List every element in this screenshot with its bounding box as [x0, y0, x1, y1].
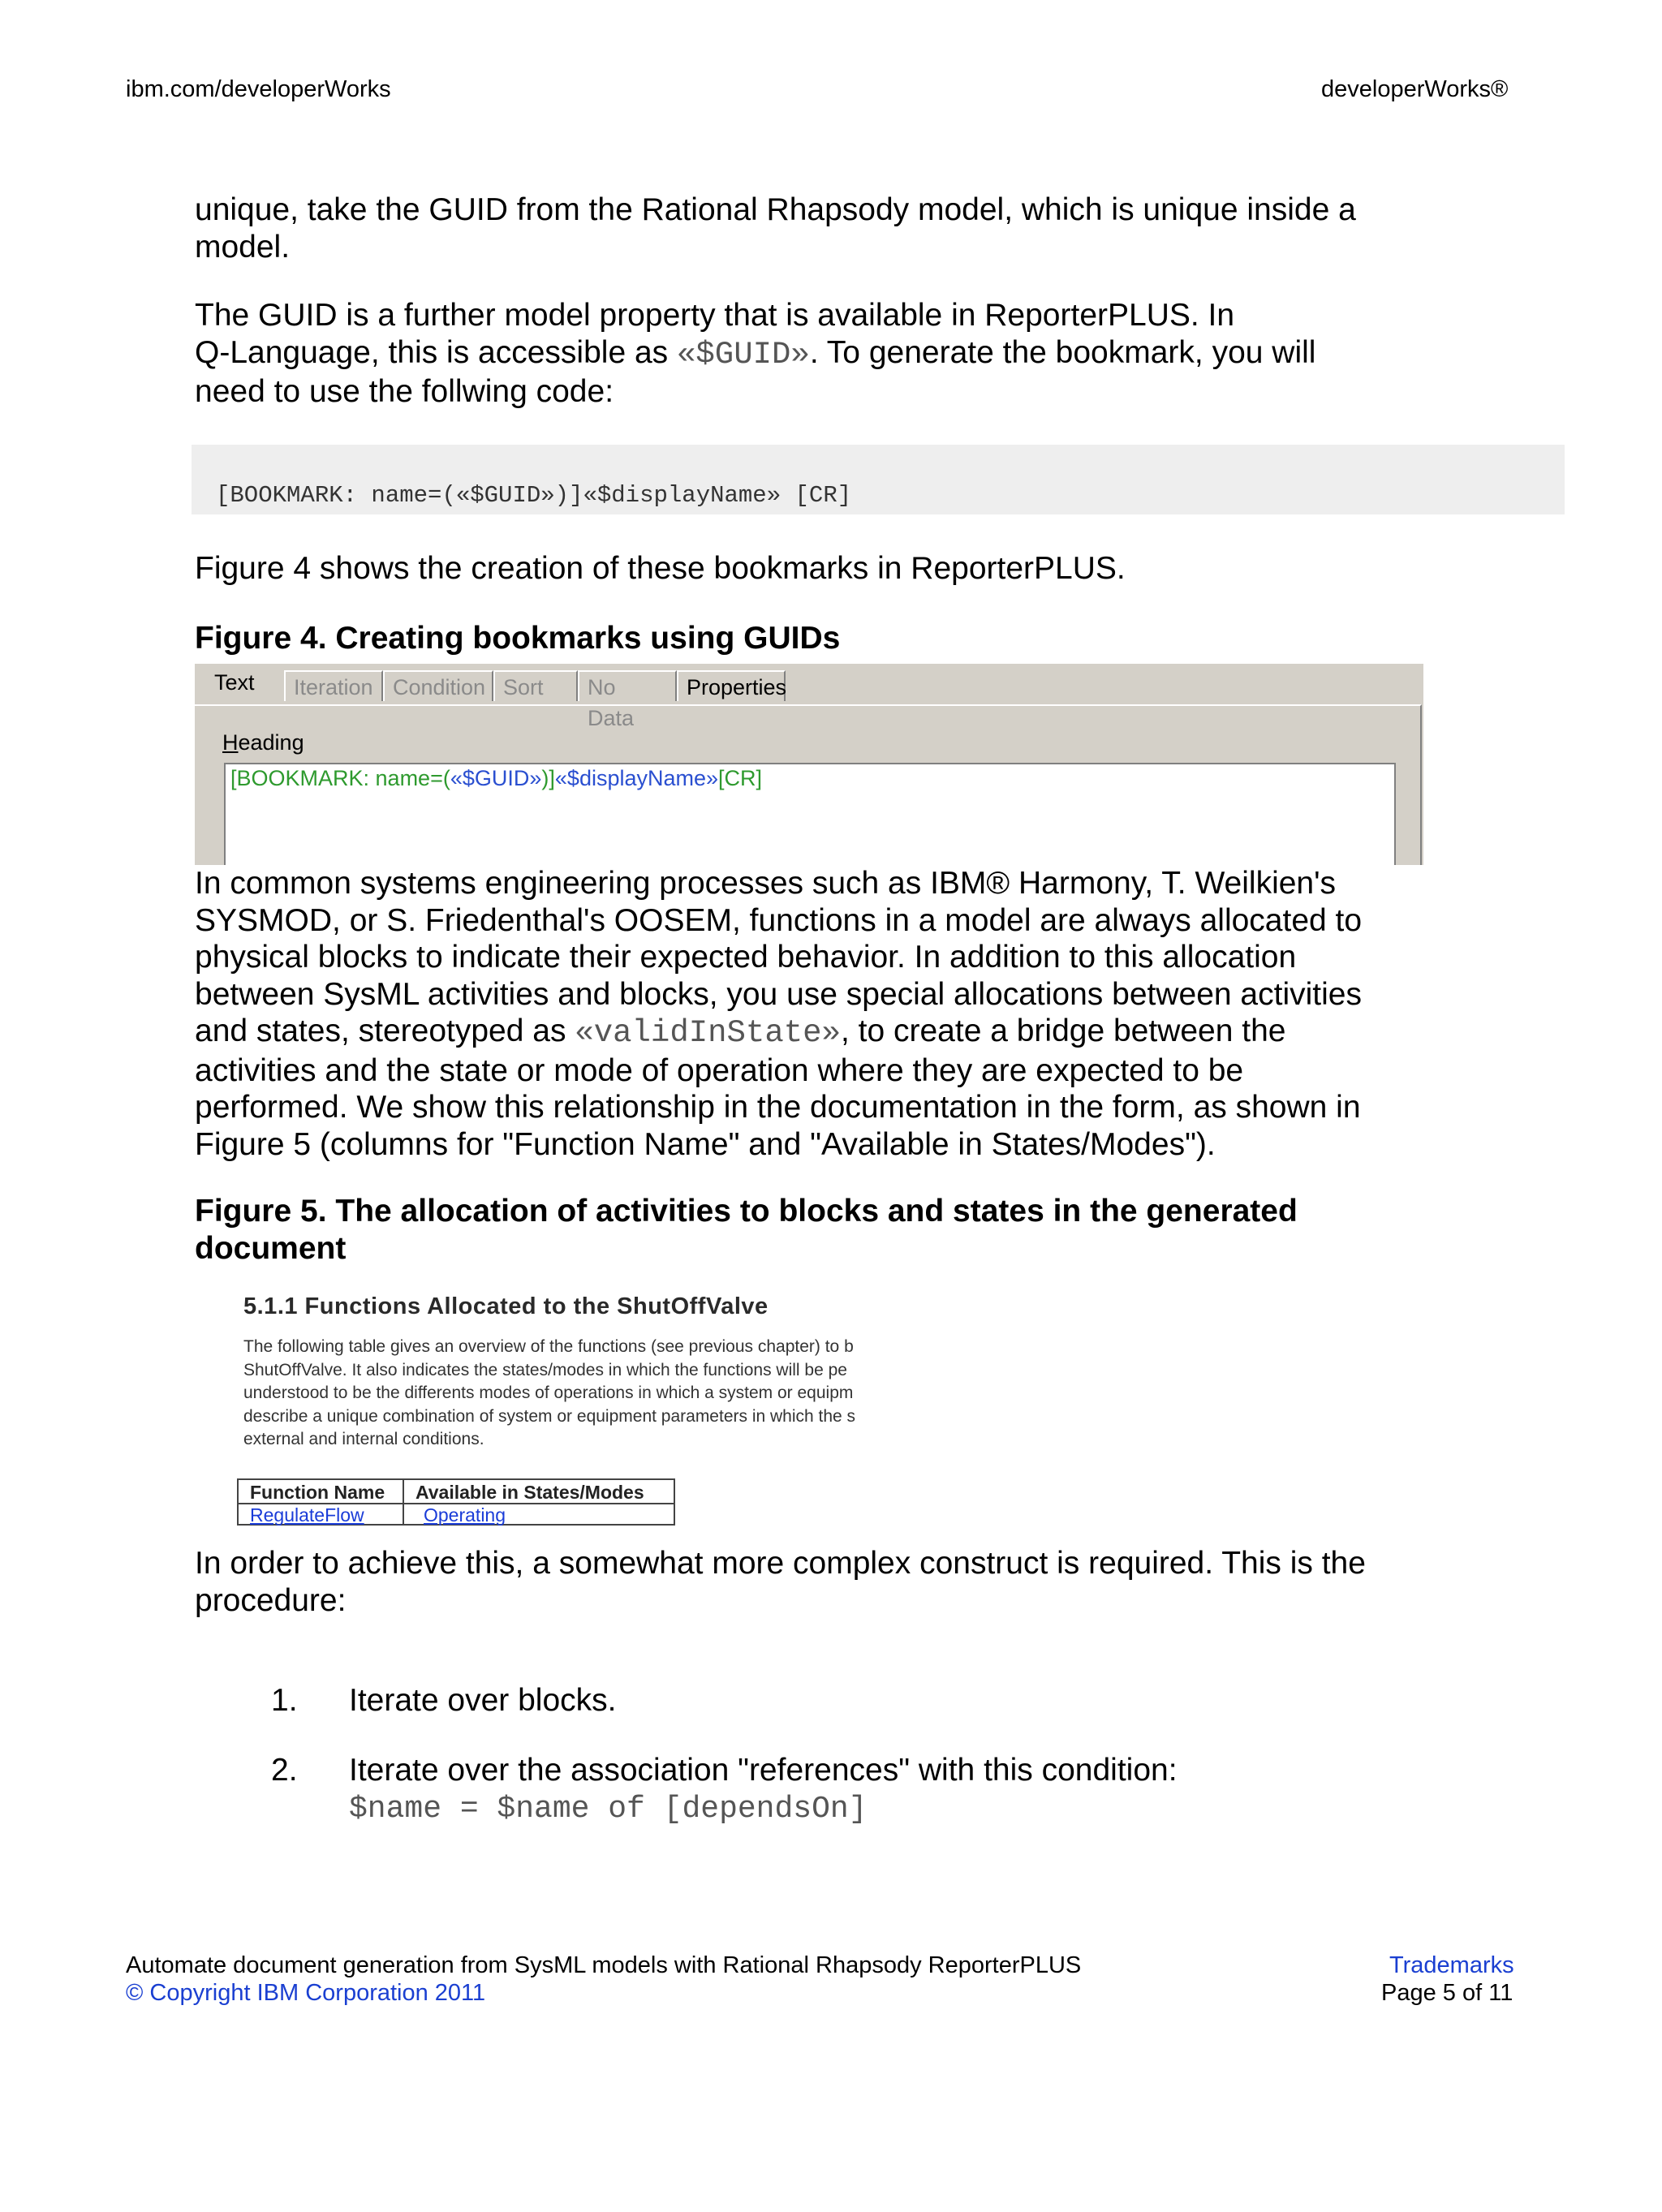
text-span: , to create a bridge between the [840, 1013, 1286, 1048]
list-item-text: Iterate over blocks. [349, 1683, 617, 1718]
tab-iteration[interactable]: Iteration [284, 670, 383, 701]
text-line: SYSMOD, or S. Friedenthal's OOSEM, functions in a model are always allocated to [195, 902, 1363, 938]
tab-sort[interactable]: Sort [493, 670, 578, 701]
inline-code: «$GUID» [677, 337, 810, 372]
editor-token: )] [541, 766, 555, 790]
text-line: physical blocks to indicate their expected behavior. In addition to this allocation [195, 940, 1297, 975]
table-header-function-name: Function Name [250, 1482, 385, 1503]
figure5-doc-paragraph [243, 1336, 966, 1452]
footer-page-number: Page 5 of 11 [1381, 1980, 1513, 2006]
inline-code: «validInState» [575, 1015, 841, 1051]
text-line: activities and the state or mode of operation where they are expected to be [195, 1052, 1244, 1088]
doc-line: external and internal conditions. [243, 1430, 484, 1448]
text-line: need to use the follwing code: [195, 374, 614, 409]
heading-editor-text [230, 766, 762, 791]
doc-line: describe a unique combination of system or equipment parameters in which the s [243, 1406, 856, 1426]
table-divider [403, 1480, 404, 1524]
list-number: 2. [271, 1753, 298, 1788]
text-line: model. [195, 230, 291, 265]
doc-line: The following table gives an overview of the functions (see previous chapter) to b [243, 1337, 854, 1356]
table-link-regulateflow[interactable]: RegulateFlow [250, 1504, 364, 1526]
figure5-doc-title: 5.1.1 Functions Allocated to the ShutOffValve [243, 1293, 769, 1319]
figure5-caption [195, 1193, 1461, 1267]
caption-line: document [195, 1231, 347, 1266]
list-item-code: $name = $name of [dependsOn] [349, 1792, 868, 1827]
text-span: Q-Language, this is accessible as [195, 335, 677, 370]
text-line: unique, take the GUID from the Rational Rhapsody model, which is unique inside a [195, 192, 1356, 227]
tab-bar [195, 664, 1423, 730]
figure4-dialog [195, 664, 1423, 865]
paragraph-guid-intro [195, 192, 1461, 266]
editor-token: [BOOKMARK: name=( [230, 766, 450, 790]
doc-line: understood to be the differents modes of operations in which a system or equipm [243, 1384, 854, 1402]
tab-condition[interactable]: Condition [383, 670, 493, 701]
text-line: In common systems engineering processes such as IBM® Harmony, T. Weilkien's [195, 866, 1337, 901]
list-number: 1. [271, 1683, 298, 1718]
text-span: . To generate the bookmark, you will [809, 335, 1316, 370]
doc-line: ShutOffValve. It also indicates the states/modes in which the functions will be pe [243, 1360, 847, 1379]
text-span: and states, stereotyped as [195, 1013, 575, 1048]
header-site-link: ibm.com/developerWorks [126, 76, 391, 102]
table-header-available-states: Available in States/Modes [416, 1482, 644, 1503]
text-line: Figure 5 (columns for "Function Name" and "Available in States/Modes"). [195, 1126, 1216, 1162]
heading-label: Heading [222, 730, 304, 755]
paragraph-guid-property [195, 297, 1461, 411]
text-line [195, 1013, 1461, 1052]
caption-line: Figure 5. The allocation of activities to blocks and states in the generated [195, 1194, 1298, 1229]
tab-text[interactable]: Text [214, 670, 255, 695]
list-item-text: Iterate over the association "references" with this condition: [349, 1753, 1178, 1788]
paragraph-figure4-ref: Figure 4 shows the creation of these bookmarks in ReporterPLUS. [195, 551, 1126, 586]
footer-copyright-link[interactable]: © Copyright IBM Corporation 2011 [126, 1980, 486, 2006]
text-line: procedure: [195, 1583, 347, 1618]
text-line: performed. We show this relationship in the documentation in the form, as shown in [195, 1090, 1361, 1125]
text-line: In order to achieve this, a somewhat more complex construct is required. This is the [195, 1546, 1366, 1581]
figure5-table [237, 1478, 675, 1526]
table-link-operating[interactable]: Operating [424, 1504, 506, 1526]
editor-token: «$displayName» [554, 766, 719, 790]
tab-no-data[interactable]: No Data [578, 670, 677, 701]
paragraph-allocation [195, 865, 1461, 1163]
text-line [195, 334, 1461, 373]
figure4-caption: Figure 4. Creating bookmarks using GUIDs [195, 621, 841, 656]
text-line: between SysML activities and blocks, you use special allocations between activities [195, 976, 1362, 1012]
tab-properties[interactable]: Properties [677, 670, 786, 701]
text-line: The GUID is a further model property that is available in ReporterPLUS. In [195, 298, 1235, 333]
editor-token: [CR] [718, 766, 763, 790]
code-text: [BOOKMARK: name=(«$GUID»)]«$displayName» [CR] [216, 482, 852, 509]
editor-token: «$GUID» [450, 766, 542, 790]
header-brand: developerWorks® [1321, 76, 1509, 102]
paragraph-procedure-intro [195, 1545, 1461, 1620]
footer-trademarks-link[interactable]: Trademarks [1389, 1952, 1514, 1978]
footer-title: Automate document generation from SysML models with Rational Rhapsody ReporterPLUS [126, 1952, 1082, 1978]
